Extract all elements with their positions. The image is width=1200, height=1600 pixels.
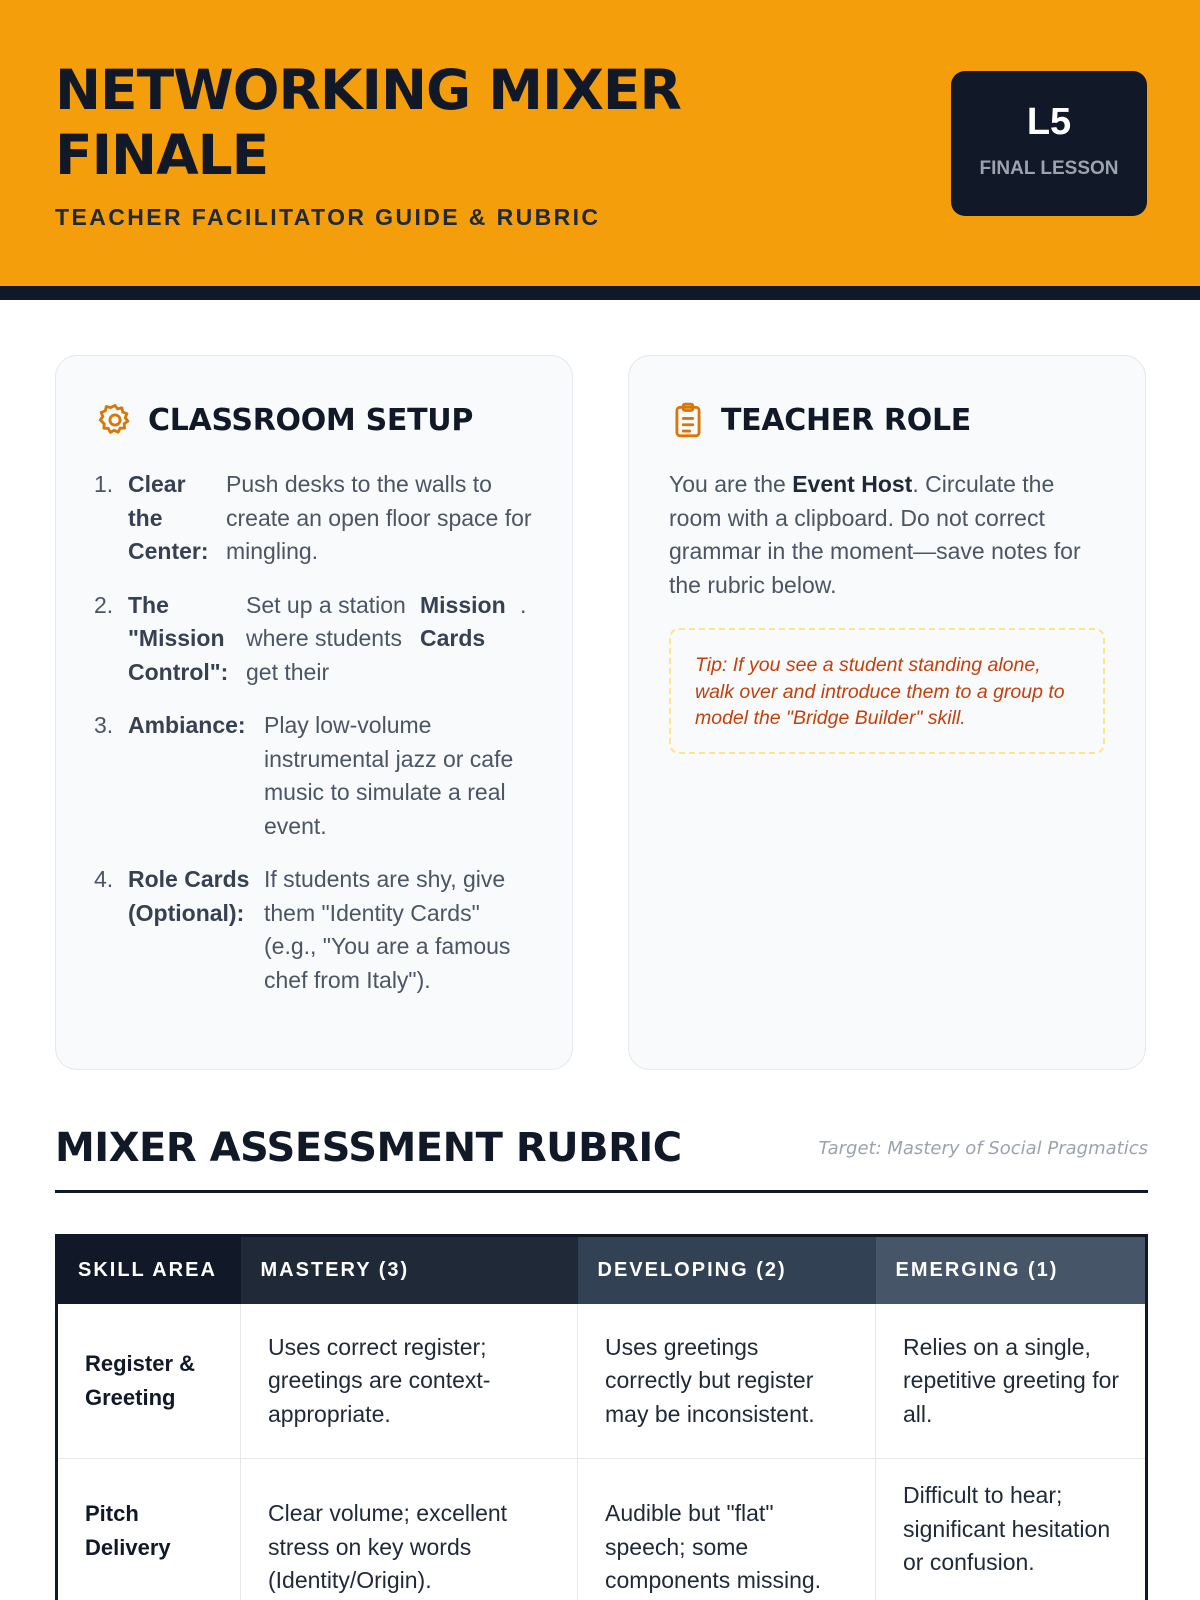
table-cell-skill: Register & Greeting	[57, 1304, 241, 1459]
rubric-title: MIXER ASSESSMENT RUBRIC	[55, 1125, 682, 1171]
table-cell-developing: Uses greetings correctly but register may be inconsistent.	[578, 1304, 876, 1459]
page-title-line-2: FINALE	[55, 123, 269, 187]
table-cell-mastery: Uses correct register; greetings are context-appropriate.	[241, 1304, 578, 1459]
column-header-emerging: EMERGING (1)	[876, 1236, 1147, 1304]
table-row	[57, 1459, 1147, 1600]
list-item-label-secondary: Mission Cards	[420, 591, 506, 651]
list-item-text: Play low-volume instrumental jazz or cafe music to simulate a real event.	[264, 712, 514, 839]
table-cell-emerging: Difficult to hear; significant hesitation or confusion.	[903, 1482, 1111, 1575]
teacher-role-title: TEACHER ROLE	[721, 402, 971, 438]
column-header-mastery: MASTERY (3)	[241, 1236, 578, 1304]
table-cell-developing: Audible but "flat" speech; some components missing.	[578, 1459, 876, 1600]
list-item-number: 3.	[94, 712, 114, 738]
table-header-row	[57, 1236, 1147, 1304]
list-item	[94, 863, 534, 997]
rubric-divider	[55, 1190, 1148, 1193]
list-item-text: Push desks to the walls to create an open floor space for mingling.	[226, 471, 532, 564]
gear-icon	[96, 401, 134, 439]
clipboard-icon	[669, 401, 707, 439]
tip-box: Tip: If you see a student standing alone, walk over and introduce them to a group to model the "Bridge Builder" skill.	[669, 628, 1105, 754]
column-header-skill-area: SKILL AREA	[57, 1236, 241, 1304]
classroom-setup-card	[55, 355, 573, 1070]
role-text-after: . Circulate the room with a clipboard. Do not correct grammar in the moment—save notes for the rubric below.	[669, 471, 1081, 598]
role-text-before: You are the	[669, 471, 793, 497]
rubric-table	[55, 1234, 1148, 1600]
role-text-bold: Event Host	[792, 471, 913, 497]
list-item-number: 4.	[94, 866, 114, 892]
column-header-developing: DEVELOPING (2)	[578, 1236, 876, 1304]
list-item-label: Clear the Center:	[128, 471, 209, 564]
list-item-tail: .	[520, 591, 527, 618]
list-item-label: The "Mission Control":	[128, 591, 229, 685]
list-item	[94, 468, 534, 569]
list-item-text: Set up a station where students get their	[246, 591, 406, 685]
table-row	[57, 1304, 1147, 1459]
lesson-label: FINAL LESSON	[979, 158, 1119, 179]
lesson-code: L5	[1026, 101, 1072, 143]
page-title-line-1: NETWORKING MIXER	[55, 58, 681, 122]
list-item-label: Ambiance:	[128, 712, 246, 738]
list-item-label: Role Cards (Optional):	[128, 866, 250, 926]
teacher-role-card	[628, 355, 1146, 1070]
teacher-role-text	[669, 468, 1109, 602]
table-cell-skill: Pitch Delivery	[57, 1459, 241, 1600]
lesson-badge	[951, 71, 1147, 216]
page-title	[55, 58, 855, 188]
classroom-setup-heading	[96, 401, 473, 439]
list-item-number: 2.	[94, 591, 114, 618]
page-header	[0, 0, 1200, 300]
rubric-target: Target: Mastery of Social Pragmatics	[818, 1138, 1148, 1159]
list-item-text: If students are shy, give them "Identity Cards" (e.g., "You are a famous chef from Italy").	[264, 866, 511, 993]
list-item-number: 1.	[94, 471, 114, 497]
table-cell-emerging: Relies on a single, repetitive greeting for all.	[876, 1304, 1147, 1459]
teacher-role-heading	[669, 401, 971, 439]
page-subtitle: TEACHER FACILITATOR GUIDE & RUBRIC	[55, 204, 601, 230]
list-item	[94, 589, 534, 690]
table-cell-mastery: Clear volume; excellent stress on key words (Identity/Origin).	[241, 1459, 578, 1600]
classroom-setup-title: CLASSROOM SETUP	[148, 402, 474, 438]
list-item	[94, 709, 534, 843]
setup-list	[94, 468, 534, 1017]
